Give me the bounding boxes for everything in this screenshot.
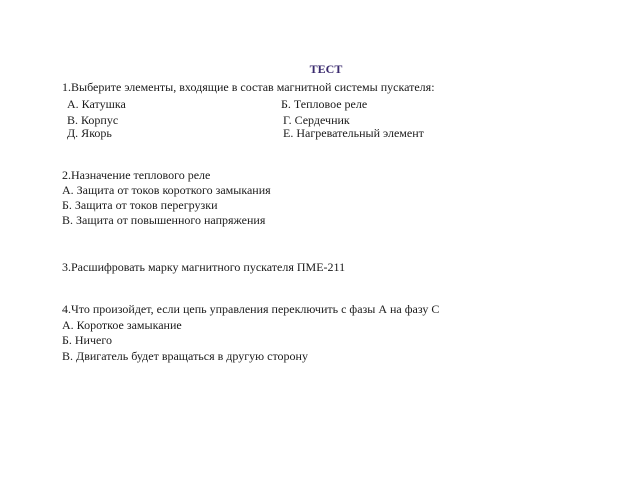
question-1-option-g: Г. Сердечник [283,113,350,127]
question-1-option-b: Б. Тепловое реле [281,97,368,111]
question-1-option-e: Е. Нагревательный элемент [283,126,424,140]
question-1-text: 1.Выберите элементы, входящие в состав магнитной системы пускателя: [62,80,435,94]
test-title: ТЕСТ [309,62,343,76]
question-4-option-a: А. Короткое замыкание [62,318,182,332]
question-1-option-d: Д. Якорь [67,126,112,140]
question-4-option-v: В. Двигатель будет вращаться в другую сторону [62,349,308,363]
question-2-text: 2.Назначение теплового реле [62,168,211,182]
question-4-option-b: Б. Ничего [62,333,112,347]
question-3-text: 3.Расшифровать марку магнитного пускателя ПМЕ-211 [62,260,346,274]
question-1-option-v: В. Корпус [67,113,119,127]
question-2-option-v: В. Защита от повышенного напряжения [62,213,266,227]
question-2-option-b: Б. Защита от токов перегрузки [62,198,218,212]
question-2-option-a: А. Защита от токов короткого замыкания [62,183,271,197]
question-1-option-a: А. Катушка [67,97,126,111]
question-4-text: 4.Что произойдет, если цепь управления переключить с фазы А на фазу С [62,302,440,316]
